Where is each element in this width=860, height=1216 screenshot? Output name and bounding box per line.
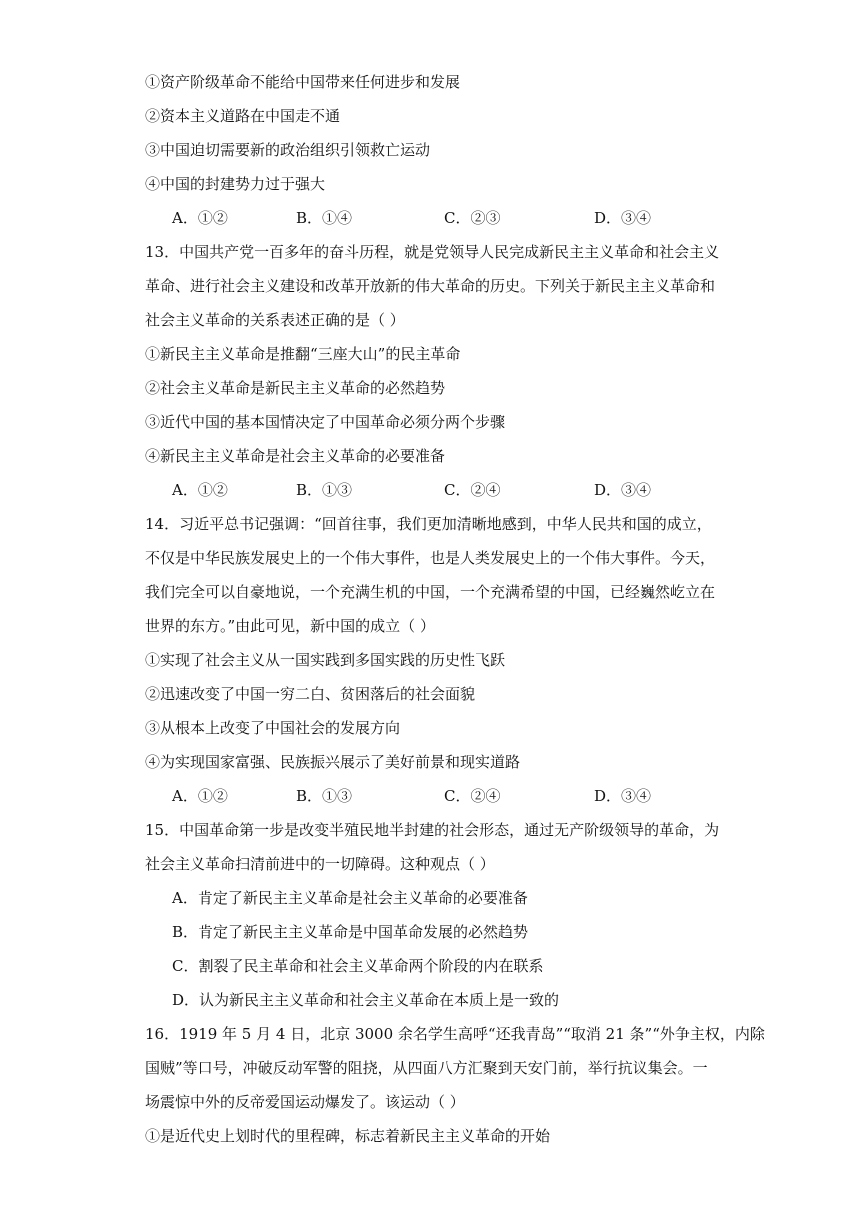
q14-stem-line-2: 不仅是中华民族发展史上的一个伟大事件，也是人类发展史上的一个伟大事件。今天， <box>145 549 716 567</box>
q14-stem-line-4: 世界的东方。”由此可见，新中国的成立（ ） <box>145 617 435 635</box>
q15-option-a: A．肯定了新民主主义革命是社会主义革命的必要准备 <box>172 889 528 907</box>
q16-stem-line-2: 国贼”等口号，冲破反动军警的阻挠，从四面八方汇聚到天安门前，举行抗议集会。一 <box>145 1059 708 1077</box>
q15-stem-line-2: 社会主义革命扫清前进中的一切障碍。这种观点（ ） <box>145 855 495 873</box>
q14-choice-b: B．①③ <box>296 787 353 805</box>
q14-item-3: ③从根本上改变了中国社会的发展方向 <box>145 719 401 737</box>
q15-stem-line-1: 15．中国革命第一步是改变半殖民地半封建的社会形态，通过无产阶级领导的革命，为 <box>145 821 720 839</box>
q14-choice-d: D．③④ <box>594 787 652 805</box>
q12-choice-a: A．①② <box>172 209 228 227</box>
q12-choice-b: B．①④ <box>296 209 353 227</box>
q13-item-1: ①新民主主义革命是推翻“三座大山”的民主革命 <box>145 345 461 363</box>
q12-item-1: ①资产阶级革命不能给中国带来任何进步和发展 <box>145 73 461 91</box>
q13-stem-line-1: 13．中国共产党一百多年的奋斗历程，就是党领导人民完成新民主主义革命和社会主义 <box>145 243 720 261</box>
q14-item-2: ②迅速改变了中国一穷二白、贫困落后的社会面貌 <box>145 685 476 703</box>
q13-choices <box>172 480 692 500</box>
q13-item-4: ④新民主主义革命是社会主义革命的必要准备 <box>145 447 446 465</box>
q13-choice-d: D．③④ <box>594 481 652 499</box>
q16-stem-line-1: 16．1919 年 5 月 4 日，北京 3000 余名学生高呼“还我青岛”“取消 21 条”“外争主权，内除 <box>145 1025 765 1043</box>
q12-item-3: ③中国迫切需要新的政治组织引领救亡运动 <box>145 141 431 159</box>
q13-choice-a: A．①② <box>172 481 228 499</box>
q13-choice-c: C．②④ <box>444 481 501 499</box>
q14-stem-line-1: 14．习近平总书记强调：“回首往事，我们更加清晰地感到，中华人民共和国的成立， <box>145 515 712 533</box>
q16-stem-line-3: 场震惊中外的反帝爱国运动爆发了。该运动（ ） <box>145 1093 465 1111</box>
q16-item-1: ①是近代史上划时代的里程碑，标志着新民主主义革命的开始 <box>145 1127 551 1145</box>
q14-item-1: ①实现了社会主义从一国实践到多国实践的历史性飞跃 <box>145 651 506 669</box>
q15-option-c: C．割裂了民主革命和社会主义革命两个阶段的内在联系 <box>172 957 544 975</box>
q14-choices <box>172 786 692 806</box>
q12-item-4: ④中国的封建势力过于强大 <box>145 175 326 193</box>
q12-choices <box>172 208 692 228</box>
q13-stem-line-2: 革命、进行社会主义建设和改革开放新的伟大革命的历史。下列关于新民主主义革命和 <box>145 277 716 295</box>
q13-choice-b: B．①③ <box>296 481 353 499</box>
q13-stem-line-3: 社会主义革命的关系表述正确的是（ ） <box>145 311 405 329</box>
q12-choice-d: D．③④ <box>594 209 652 227</box>
q15-option-d: D．认为新民主主义革命和社会主义革命在本质上是一致的 <box>172 991 560 1009</box>
q14-choice-c: C．②④ <box>444 787 501 805</box>
q12-item-2: ②资本主义道路在中国走不通 <box>145 107 341 125</box>
q14-stem-line-3: 我们完全可以自豪地说，一个充满生机的中国，一个充满希望的中国，已经巍然屹立在 <box>145 583 716 601</box>
q15-option-b: B．肯定了新民主主义革命是中国革命发展的必然趋势 <box>172 923 529 941</box>
q14-choice-a: A．①② <box>172 787 228 805</box>
q13-item-3: ③近代中国的基本国情决定了中国革命必须分两个步骤 <box>145 413 506 431</box>
q12-choice-c: C．②③ <box>444 209 501 227</box>
q13-item-2: ②社会主义革命是新民主主义革命的必然趋势 <box>145 379 446 397</box>
q14-item-4: ④为实现国家富强、民族振兴展示了美好前景和现实道路 <box>145 753 521 771</box>
